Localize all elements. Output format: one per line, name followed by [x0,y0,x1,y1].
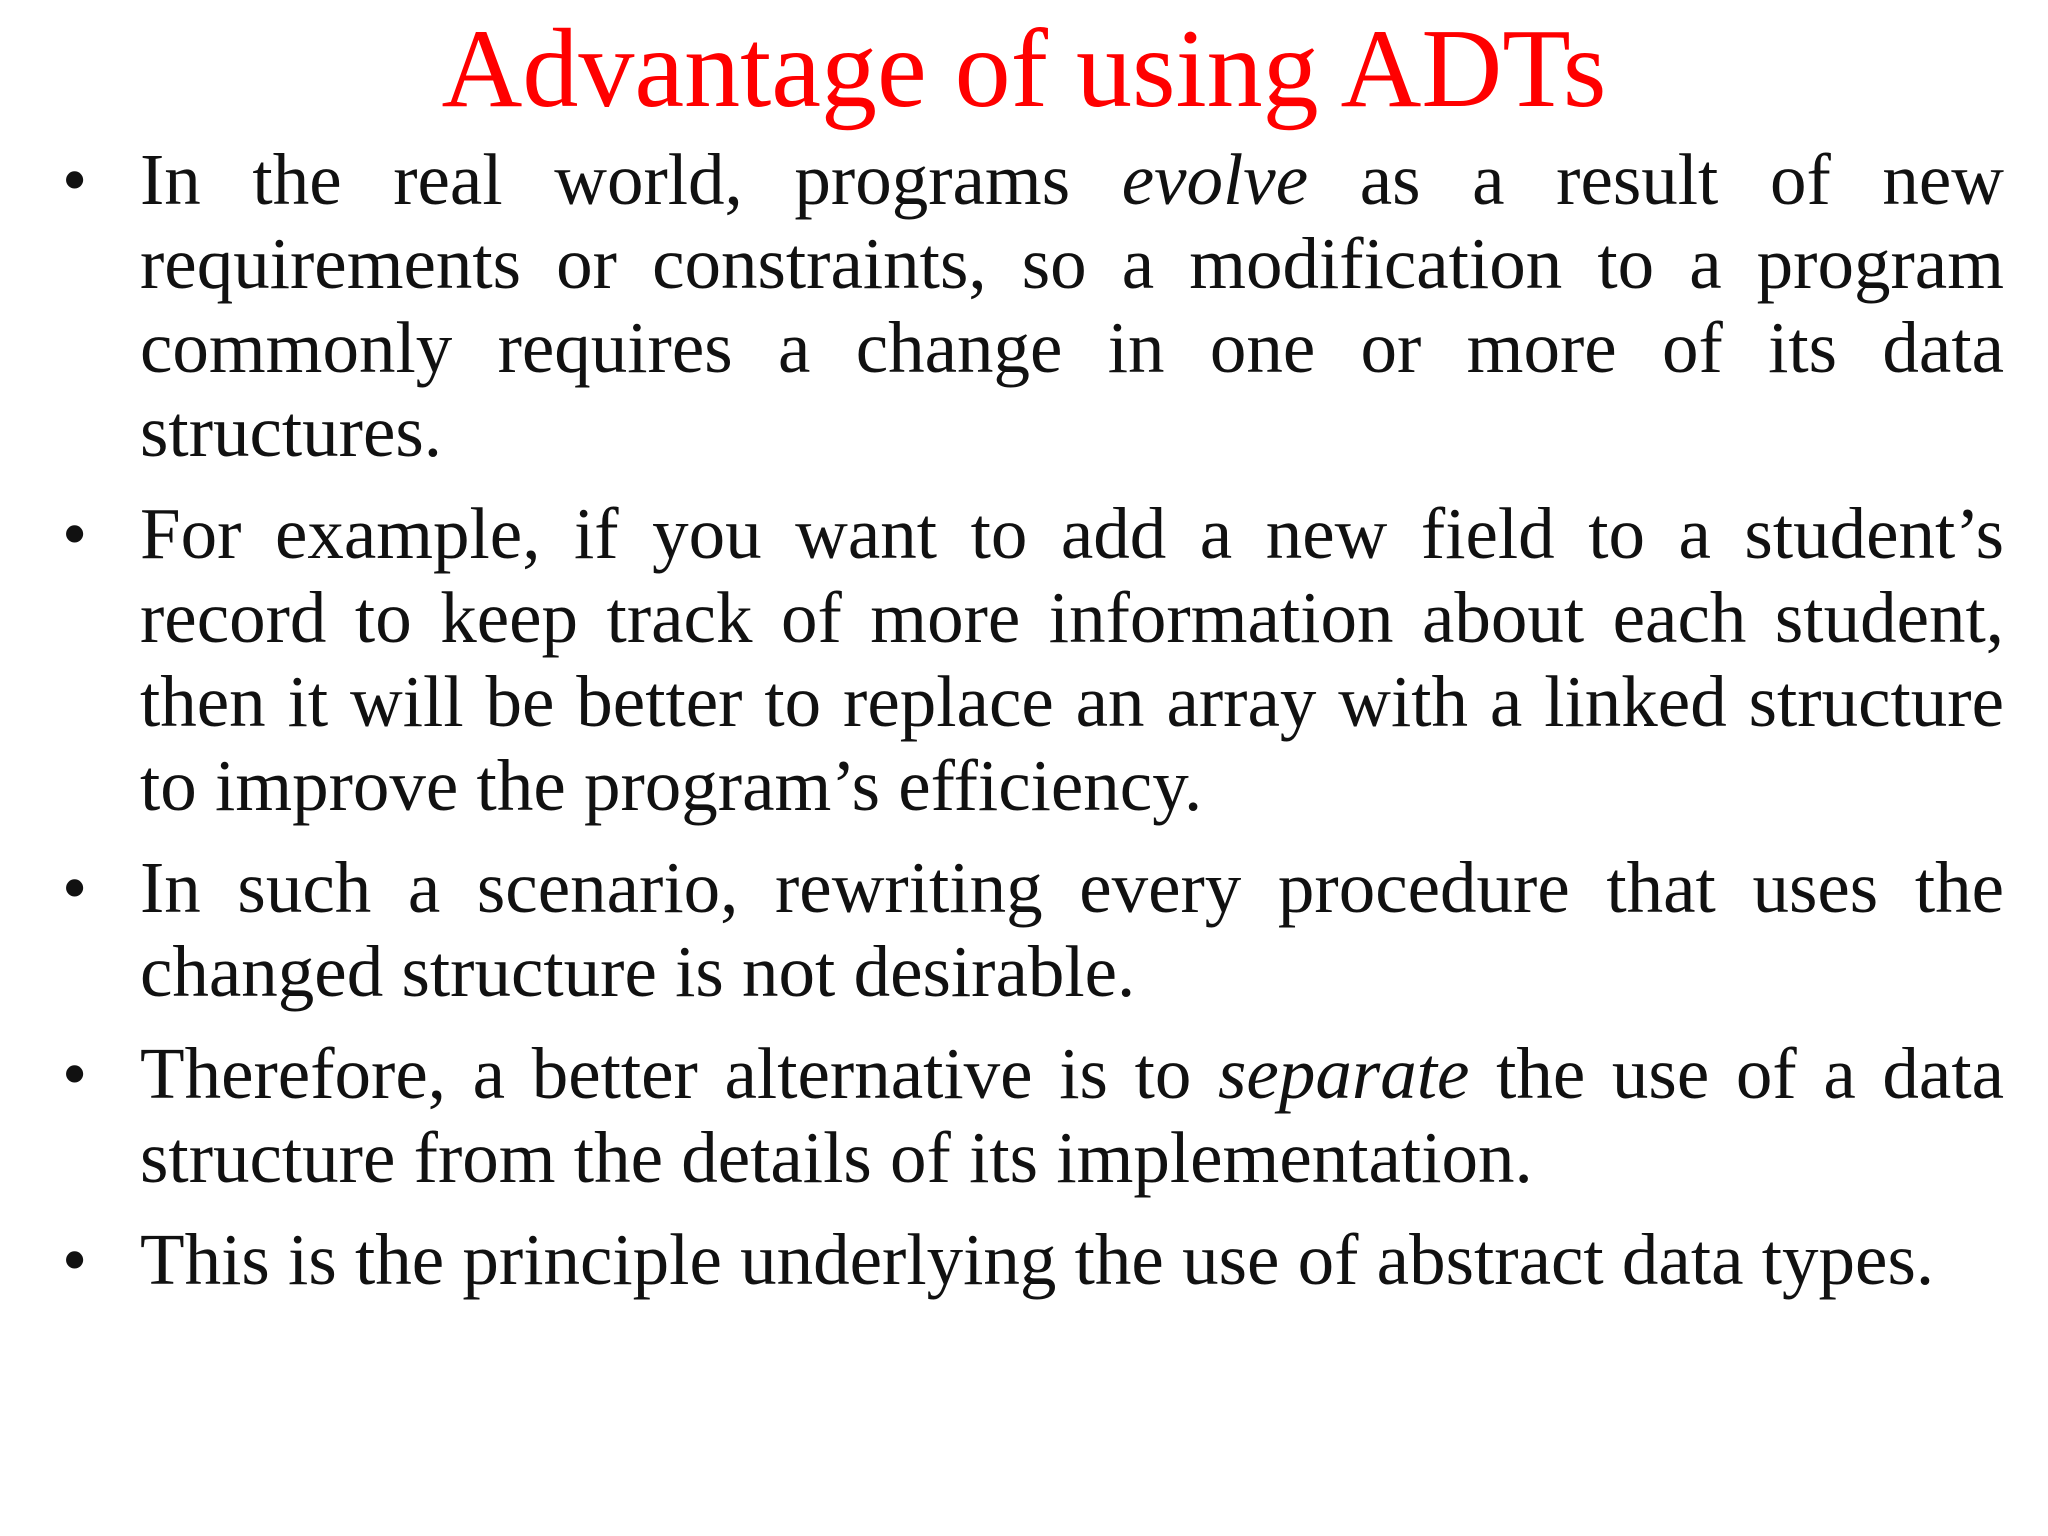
bullet-dot-icon: • [62,848,88,928]
bullet-item-scenario [0,846,2048,1014]
bullet-text [140,1032,2004,1200]
bullet-dot-icon: • [62,494,88,574]
bullet-text-segment: as a result of new requirements or constraints, so a modification to a program commonly requires a change in one or more of its data structures. [140,139,2004,472]
bullet-dot-icon: • [62,140,88,220]
bullet-text-segment: In such a scenario, rewriting every procedure that uses the changed structure is not desirable. [140,847,2004,1012]
bullet-text [140,138,2004,474]
bullet-item-evolve [0,138,2048,474]
bullet-item-principle [0,1218,2048,1302]
bullet-list [0,138,2048,1302]
bullet-text-segment: the use of a data structure from the details of its implementation. [140,1033,2004,1198]
slide-title: Advantage of using ADTs [441,7,1607,131]
bullet-emphasis: separate [1218,1033,1470,1114]
bullet-text-segment: This is the principle underlying the use of abstract data types. [140,1219,1935,1300]
bullet-text-segment: Therefore, a better alternative is to [140,1033,1219,1114]
bullet-text-segment: For example, if you want to add a new field to a student’s record to keep track of more information about each student, then it will be better to replace an array with a linked structure to improve the program’s efficiency. [140,493,2004,826]
bullet-item-example [0,492,2048,828]
bullet-text [140,846,2004,1014]
bullet-item-separate [0,1032,2048,1200]
bullet-text [140,492,2004,828]
bullet-dot-icon: • [62,1034,88,1114]
bullet-text-segment: In the real world, programs [140,139,1122,220]
bullet-emphasis: evolve [1121,139,1309,220]
bullet-text [140,1218,2004,1302]
bullet-dot-icon: • [62,1220,88,1300]
